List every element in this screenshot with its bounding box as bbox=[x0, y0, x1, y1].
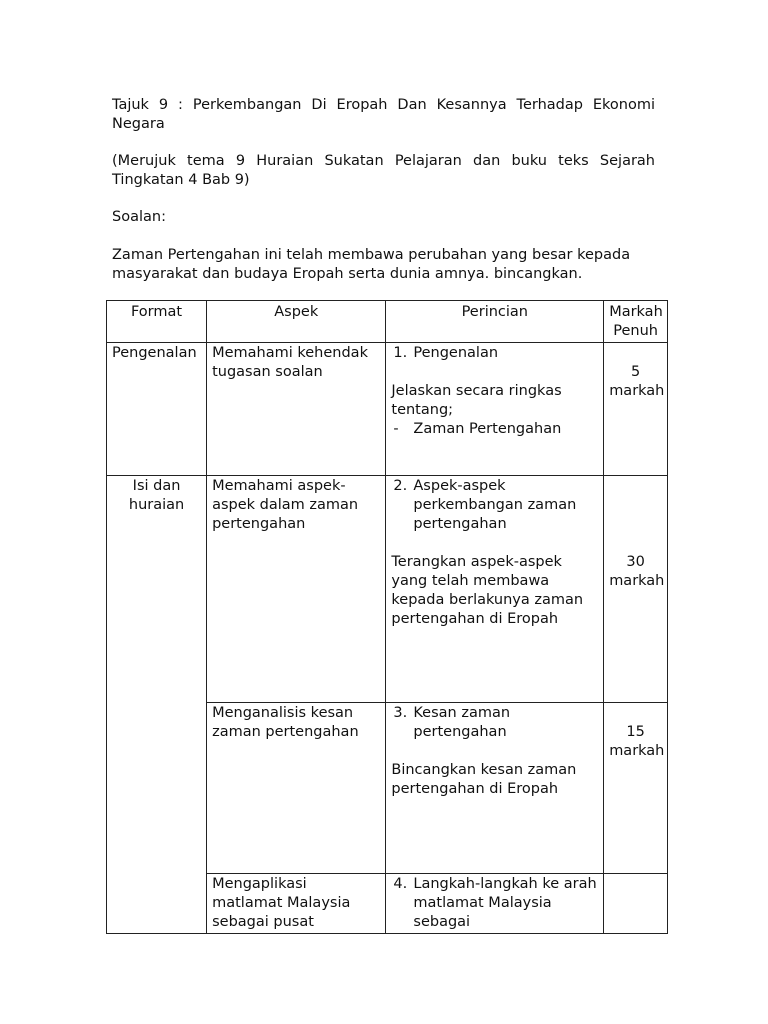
question-label: Soalan: bbox=[112, 209, 166, 225]
row2-perincian bbox=[386, 476, 604, 703]
row1-marks-unit: markah bbox=[609, 383, 665, 399]
rubric-table bbox=[106, 300, 668, 934]
row1-marks bbox=[604, 343, 668, 476]
header-markah-line1: Markah bbox=[609, 304, 663, 320]
header-markah bbox=[604, 301, 668, 343]
row1-bullet-dash: - bbox=[393, 421, 399, 437]
row1-item-number: 1. bbox=[393, 345, 408, 361]
row3-detail: Bincangkan kesan zaman pertengahan di Eropah bbox=[391, 762, 577, 797]
row1-aspek: Memahami kehendak tugasan soalan bbox=[207, 343, 386, 476]
row1-perincian bbox=[386, 343, 604, 476]
row1-item-title: Pengenalan bbox=[413, 345, 499, 361]
row2-marks bbox=[604, 476, 668, 703]
table-row bbox=[107, 476, 668, 703]
header-perincian: Perincian bbox=[386, 301, 604, 343]
header-aspek: Aspek bbox=[207, 301, 386, 343]
row2-marks-unit: markah bbox=[609, 573, 665, 589]
row1-format: Pengenalan bbox=[107, 343, 207, 476]
row2-format: Isi dan huraian bbox=[107, 476, 207, 934]
row3-perincian bbox=[386, 703, 604, 874]
reference-note: (Merujuk tema 9 Huraian Sukatan Pelajaran dan buku teks Sejarah Tingkatan 4 Bab 9) bbox=[112, 153, 655, 188]
row4-aspek: Mengaplikasi matlamat Malaysia sebagai pusat bbox=[207, 874, 386, 934]
row4-perincian bbox=[386, 874, 604, 934]
row3-marks-value: 15 bbox=[626, 724, 645, 740]
row2-item-number: 2. bbox=[393, 478, 408, 494]
table-row bbox=[107, 343, 668, 476]
row3-item-title: Kesan zaman pertengahan bbox=[413, 705, 511, 740]
question-text: Zaman Pertengahan ini telah membawa perubahan yang besar kepada masyarakat dan budaya Eropah serta dunia amnya. bincangkan. bbox=[112, 247, 631, 282]
row3-aspek: Menganalisis kesan zaman pertengahan bbox=[207, 703, 386, 874]
row3-marks-unit: markah bbox=[609, 743, 665, 759]
header-markah-line2: Penuh bbox=[613, 323, 658, 339]
row2-detail: Terangkan aspek-aspek yang telah membawa kepada berlakunya zaman pertengahan di Eropah bbox=[391, 554, 584, 627]
row2-item-title: Aspek-aspek perkembangan zaman pertengahan bbox=[413, 478, 577, 532]
row2-marks-value: 30 bbox=[626, 554, 645, 570]
row4-marks bbox=[604, 874, 668, 934]
row3-item-number: 3. bbox=[393, 705, 408, 721]
row1-detail: Jelaskan secara ringkas tentang; bbox=[391, 383, 562, 418]
row4-item-title: Langkah-langkah ke arah matlamat Malaysia sebagai bbox=[413, 876, 597, 930]
row1-bullet-text: Zaman Pertengahan bbox=[413, 421, 562, 437]
row1-bullet bbox=[391, 420, 598, 439]
header-format: Format bbox=[107, 301, 207, 343]
row3-item bbox=[391, 704, 598, 742]
row4-item bbox=[391, 875, 598, 932]
row3-marks bbox=[604, 703, 668, 874]
row2-item bbox=[391, 477, 598, 534]
row1-item bbox=[391, 344, 598, 363]
row1-marks-value: 5 bbox=[630, 364, 641, 380]
row2-aspek: Memahami aspek-aspek dalam zaman pertengahan bbox=[207, 476, 386, 703]
row4-item-number: 4. bbox=[393, 876, 408, 892]
table-header-row bbox=[107, 301, 668, 343]
document-title: Tajuk 9 : Perkembangan Di Eropah Dan Kesannya Terhadap Ekonomi Negara bbox=[112, 97, 655, 132]
